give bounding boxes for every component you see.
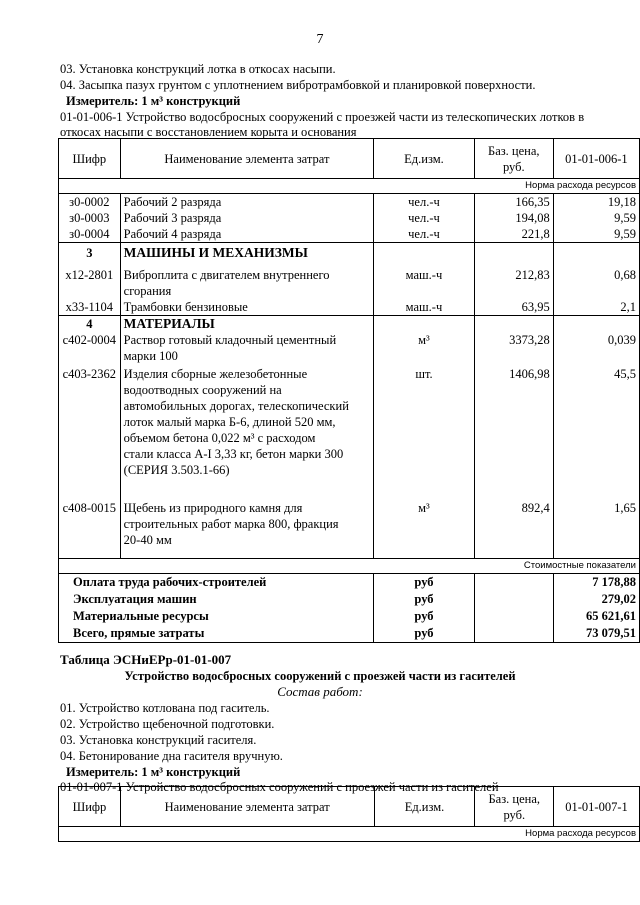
work-item: 02. Устройство щебеночной подготовки. xyxy=(60,717,275,731)
section-row-machines: 3 МАШИНЫ И МЕХАНИЗМЫ xyxy=(59,243,640,262)
table-row: з0-0004 Рабочий 4 разряда чел.-ч 221,8 9,59 xyxy=(59,226,640,243)
total-row: Материальные ресурсы руб 65 621,61 xyxy=(59,608,640,625)
resource-table-2 xyxy=(58,786,640,842)
norm-description: 01-01-007-1 Устройство водосбросных сооружений с проезжей части из гасителей xyxy=(60,780,499,794)
header-price: Баз. цена, руб. xyxy=(474,139,553,179)
norm-description: откосах насыпи с восстановлением корыта и основания xyxy=(60,125,357,139)
header-price: Баз. цена, руб. xyxy=(475,787,554,827)
work-item: 03. Установка конструкций лотка в откосах насыпи. xyxy=(60,62,336,76)
header-unit: Ед.изм. xyxy=(374,787,475,827)
table-row: х33-1104 Трамбовки бензиновые маш.-ч 63,95 2,1 xyxy=(59,299,640,316)
table-row: с402-0004 Раствор готовый кладочный цементный марки 100 м³ 3373,28 0,039 xyxy=(59,332,640,364)
works-composition-label: Состав работ: xyxy=(277,684,363,699)
table-row: з0-0002 Рабочий 2 разряда чел.-ч 166,35 19,18 xyxy=(59,194,640,211)
measure-label: Измеритель: 1 м³ конструкций xyxy=(66,94,241,108)
header-norm-code: 01-01-007-1 xyxy=(554,787,640,827)
work-item: 04. Бетонирование дна гасителя вручную. xyxy=(60,749,283,763)
norm-consumption-label: Норма расхода ресурсов xyxy=(59,179,640,194)
total-row: Эксплуатация машин руб 279,02 xyxy=(59,591,640,608)
table-row: с408-0015 Щебень из природного камня для строительных работ марка 800, фракция 20-40 мм м³ 892,4 1,65 xyxy=(59,500,640,559)
table-row: з0-0003 Рабочий 3 разряда чел.-ч 194,08 9,59 xyxy=(59,210,640,226)
header-name: Наименование элемента затрат xyxy=(120,139,374,179)
header-code: Шифр xyxy=(59,139,121,179)
total-row: Оплата труда рабочих-строителей руб 7 178,88 xyxy=(59,574,640,592)
norm-consumption-label: Норма расхода ресурсов xyxy=(59,827,640,842)
header-name: Наименование элемента затрат xyxy=(120,787,374,827)
norm-description: 01-01-006-1 Устройство водосбросных сооружений с проезжей части из телескопических лотков в xyxy=(60,110,585,124)
total-row: Всего, прямые затраты руб 73 079,51 xyxy=(59,625,640,643)
table-row: с403-2362 Изделия сборные железобетонные водоотводных сооружений на автомобильных дорогах, телескопический лоток малый марка Б-6, длиной 520 мм, объемом бетона 0,022 м³ с расходом стали класса А-I 3,33 кг, бетон марки 300 (СЕРИЯ 3.503.1-66) шт. 1406,98 45,5 xyxy=(59,364,640,500)
cost-indicators-label: Стоимостные показатели xyxy=(59,559,640,574)
work-item: 03. Установка конструкций гасителя. xyxy=(60,733,257,747)
table-row: х12-2801 Виброплита с двигателем внутреннего сгорания маш.-ч 212,83 0,68 xyxy=(59,261,640,299)
work-item: 04. Засыпка пазух грунтом с уплотнением вибротрамбовкой и планировкой поверхности. xyxy=(60,78,536,92)
header-norm-code: 01-01-006-1 xyxy=(553,139,639,179)
resource-table-1 xyxy=(58,138,640,643)
header-code: Шифр xyxy=(59,787,121,827)
measure-label: Измеритель: 1 м³ конструкций xyxy=(66,765,241,779)
section-row-materials: 4 МАТЕРИАЛЫ xyxy=(59,316,640,333)
header-unit: Ед.изм. xyxy=(374,139,475,179)
section-heading: Устройство водосбросных сооружений с проезжей части из гасителей xyxy=(124,669,516,683)
page-number: 7 xyxy=(316,32,324,47)
work-item: 01. Устройство котлована под гаситель. xyxy=(60,701,270,715)
table-title: Таблица ЭСНиЕРр-01-01-007 xyxy=(60,652,232,667)
